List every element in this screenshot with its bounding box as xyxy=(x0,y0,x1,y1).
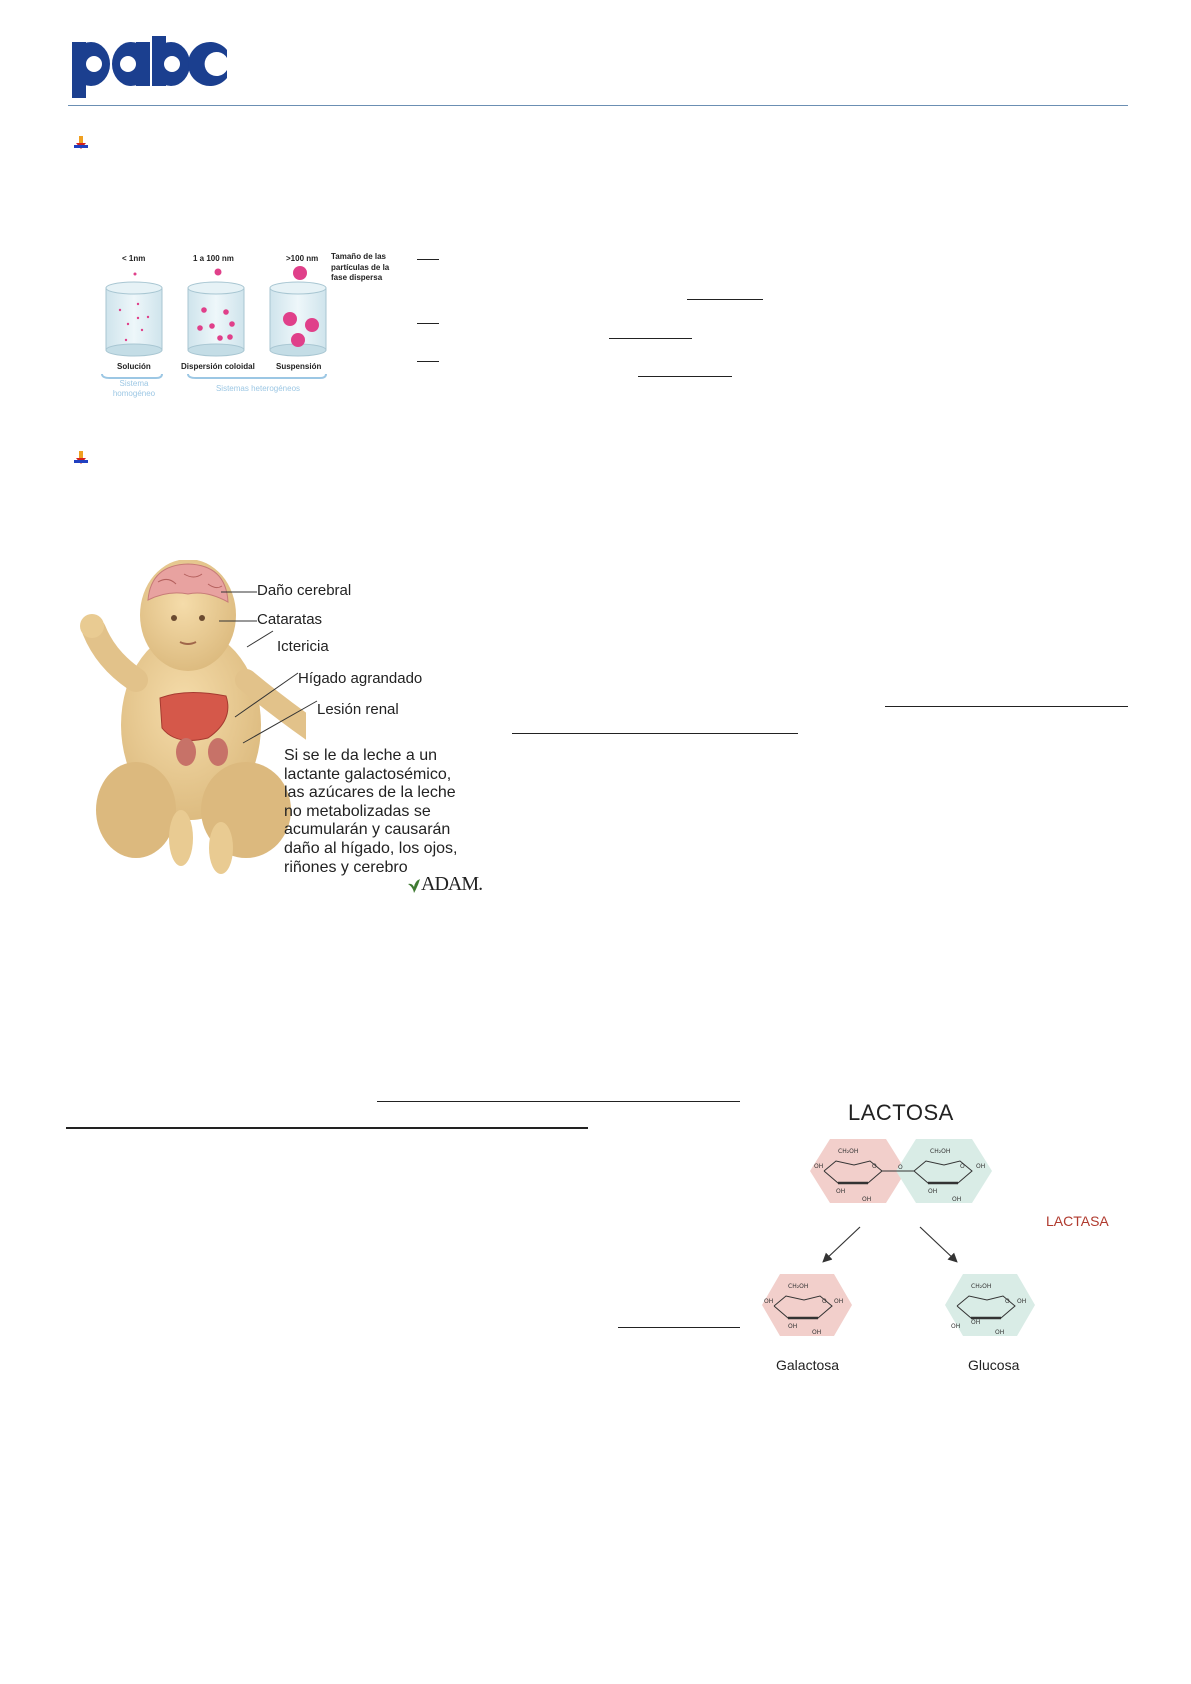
header-divider xyxy=(68,105,1128,106)
svg-text:O: O xyxy=(1005,1298,1010,1305)
svg-text:OH: OH xyxy=(788,1323,798,1330)
figure-note: Si se le da leche a un lactante galactosémico, las azúcares de la leche no metabolizadas se acumularán y causarán daño al hígado, los ojos, riñones y cerebro xyxy=(284,747,458,876)
svg-text:CH₂OH: CH₂OH xyxy=(838,1148,859,1155)
svg-text:CH₂OH: CH₂OH xyxy=(788,1283,809,1290)
svg-text:OH: OH xyxy=(971,1319,981,1326)
pabc-logo xyxy=(72,36,227,98)
underline-mark xyxy=(638,376,732,377)
symptom-label: Hígado agrandado xyxy=(298,670,423,687)
svg-text:OH: OH xyxy=(951,1323,961,1330)
svg-text:O: O xyxy=(898,1164,903,1171)
colloid-containers xyxy=(100,262,340,362)
dash-mark xyxy=(417,361,439,362)
svg-text:OH: OH xyxy=(814,1163,824,1170)
symptom-label: Cataratas xyxy=(257,611,323,628)
svg-text:OH: OH xyxy=(976,1163,986,1170)
size-label: >100 nm xyxy=(286,254,319,263)
container-label: Dispersión coloidal xyxy=(181,362,255,371)
leader-lines xyxy=(195,575,325,745)
svg-text:CH₂OH: CH₂OH xyxy=(930,1148,951,1155)
bullet-arrow-icon xyxy=(73,135,89,151)
svg-text:OH: OH xyxy=(834,1298,844,1305)
enzyme-label: LACTASA xyxy=(1046,1213,1109,1229)
container-label: Solución xyxy=(117,362,151,371)
underline-mark xyxy=(512,733,798,734)
size-caption: Tamaño de las partículas de la fase dispersa xyxy=(331,252,390,282)
group-label-heterogeneous: Sistemas heterogéneos xyxy=(215,384,301,393)
group-label-homogeneous: Sistema homogéneo xyxy=(112,379,156,398)
svg-text:OH: OH xyxy=(764,1298,774,1305)
dash-mark xyxy=(417,259,439,260)
svg-text:OH: OH xyxy=(812,1329,822,1336)
svg-text:OH: OH xyxy=(995,1329,1005,1336)
svg-text:OH: OH xyxy=(862,1196,872,1203)
container-label: Suspensión xyxy=(276,362,322,371)
glucose-molecule xyxy=(945,1272,1035,1338)
underline-mark xyxy=(885,706,1128,707)
galactose-molecule xyxy=(762,1272,852,1338)
symptom-label: Daño cerebral xyxy=(257,582,352,599)
symptom-label: Lesión renal xyxy=(317,701,399,718)
leaf-icon xyxy=(406,878,422,894)
svg-text:O: O xyxy=(822,1298,827,1305)
svg-text:CH₂OH: CH₂OH xyxy=(971,1283,992,1290)
lactose-title: LACTOSA xyxy=(848,1100,954,1125)
underline-mark xyxy=(687,299,763,300)
underline-mark xyxy=(618,1327,740,1328)
svg-text:OH: OH xyxy=(952,1196,962,1203)
product-label-glucose: Glucosa xyxy=(968,1357,1020,1373)
svg-text:OH: OH xyxy=(1017,1298,1027,1305)
size-label: < 1nm xyxy=(122,254,146,263)
lactose-molecule xyxy=(810,1135,995,1210)
dash-mark xyxy=(417,323,439,324)
svg-text:O: O xyxy=(872,1163,877,1170)
underline-mark xyxy=(609,338,692,339)
symptom-label: Ictericia xyxy=(277,638,329,655)
svg-text:OH: OH xyxy=(928,1188,938,1195)
product-label-galactose: Galactosa xyxy=(776,1357,840,1373)
reaction-arrows xyxy=(820,1225,970,1265)
svg-text:OH: OH xyxy=(836,1188,846,1195)
underline-mark xyxy=(377,1101,740,1102)
bullet-arrow-icon xyxy=(73,450,89,466)
adam-brand: ADAM. xyxy=(421,873,483,895)
underline-mark xyxy=(66,1127,588,1129)
size-label: 1 a 100 nm xyxy=(193,254,234,263)
svg-text:O: O xyxy=(960,1163,965,1170)
